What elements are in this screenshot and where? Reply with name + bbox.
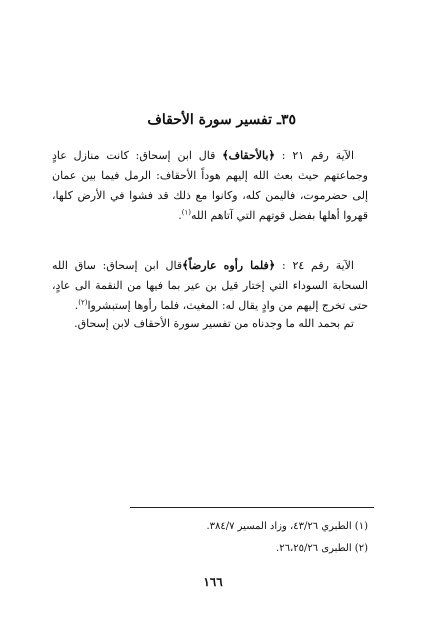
footnote-item: (١) الطبري ٤٣/٢٦، وزاد المسير ٣٨٤/٧. — [206, 521, 368, 532]
footnote-ref: (١) — [181, 208, 191, 217]
page-number: ١٦٦ — [203, 575, 223, 589]
chapter-heading: ٣٥ـ تفسير سورة الأحقاف — [147, 112, 296, 128]
footnote-ref: (٢) — [78, 298, 88, 307]
sentence-end: . — [74, 299, 79, 312]
verse-quote: ﴿بالأحقاف﴾ — [222, 149, 275, 162]
footnote-divider — [130, 507, 374, 508]
commentary-text: قال ابن إسحاق: ساق الله السحابة السوداء التي إختار قيل بن عير بما فيها من النقمة الى عادٍ، حتى تخرج إليهم من وادٍ يقال له: المغيث، فلما رأوها إستبشروا — [52, 259, 368, 312]
paragraph-verse-21 — [52, 146, 368, 226]
verse-quote: ﴿فلما رأوه عارضاً﴾ — [182, 259, 276, 272]
closing-text: تم بحمد الله ما وجدناه من تفسير سورة الأحقاف لابن إسحاق. — [74, 317, 354, 330]
verse-number-label: الآية رقم ٢١ : — [274, 149, 354, 162]
commentary-text: قال ابن إسحاق: كانت منازل عادٍ وجماعتهم حيث بعث الله إليهم هوداً الأحقاف: الرمل فيما بين عمان إلى حضرموت، فاليمن كله، وكانوا مع ذلك قد فشوا في الأرض كلها، قهروا أهلها بفضل قوتهم التي آتاهم الله — [52, 149, 368, 222]
footnote-item: (٢) الطبرى ٢٦،٢٥/٢٦. — [276, 543, 368, 554]
paragraph-verse-24 — [52, 256, 368, 316]
sentence-end: . — [178, 209, 182, 222]
footnotes-list — [52, 516, 368, 560]
verse-number-label: الآية رقم ٢٤ : — [275, 259, 354, 272]
closing-paragraph — [52, 314, 368, 334]
